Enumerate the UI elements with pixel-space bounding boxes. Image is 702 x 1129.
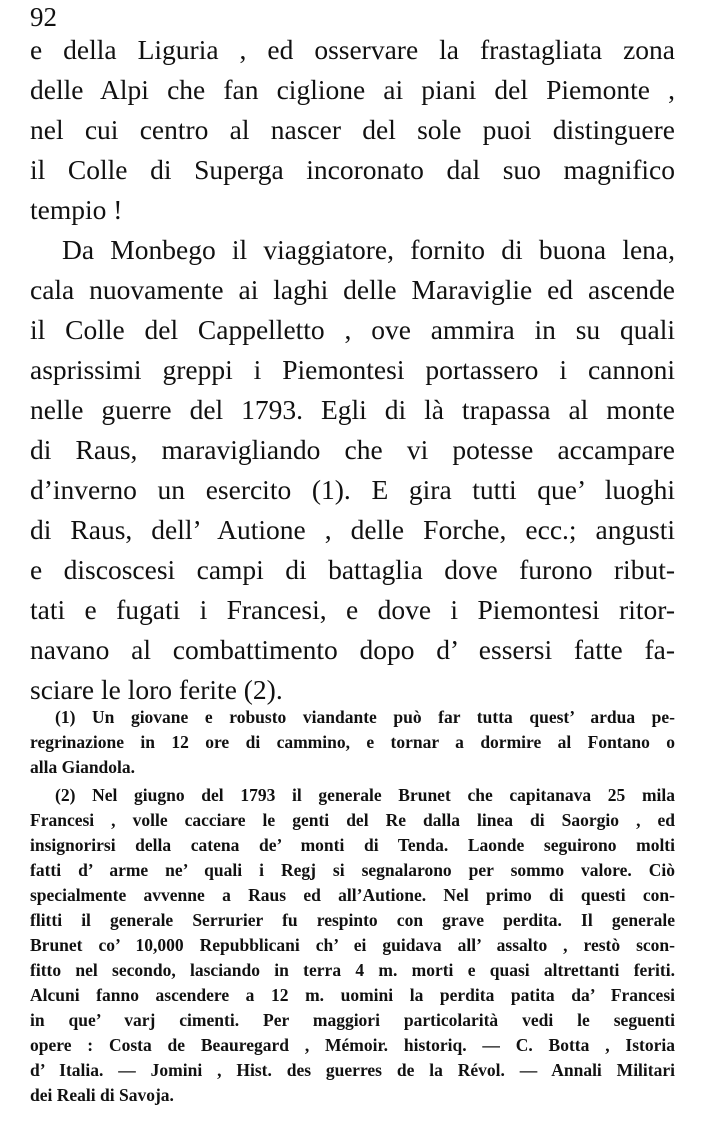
text-line: sciare le loro ferite (2). <box>30 674 283 705</box>
footnote-line: dei Reali di Savoja. <box>30 1085 174 1105</box>
footnote-line: opere : Costa de Beauregard , Mémoir. historiq. — C. Botta , Istoria <box>30 1035 675 1055</box>
footnote-line: Francesi , volle cacciare le genti del Re dalla linea di Saorgio , ed <box>30 810 675 830</box>
text-line: e della Liguria , ed osservare la frastagliata zona <box>30 34 675 65</box>
text-line: nelle guerre del 1793. Egli di là trapassa al monte <box>30 394 675 425</box>
text-line: il Colle del Cappelletto , ove ammira in su quali <box>30 314 675 345</box>
footnote-line: insignorirsi della catena de’ monti di Tenda. Laonde seguirono molti <box>30 835 675 855</box>
text-line: e discoscesi campi di battaglia dove furono ribut- <box>30 554 675 585</box>
text-line: il Colle di Superga incoronato dal suo magnifico <box>30 154 675 185</box>
footnote-line: fatti d’ arme ne’ quali i Regj si segnalarono per sommo valore. Ciò <box>30 860 675 880</box>
footnote-line: d’ Italia. — Jomini , Hist. des guerres de la Révol. — Annali Militari <box>30 1060 675 1080</box>
footnote-line: (1) Un giovane e robusto viandante può far tutta quest’ ardua pe- <box>55 707 675 727</box>
footnote-2 <box>30 783 675 1108</box>
footnotes <box>30 705 675 1108</box>
footnote-line: (2) Nel giugno del 1793 il generale Brunet che capitanava 25 mila <box>55 785 675 805</box>
page-number: 92 <box>30 2 57 32</box>
text-line: delle Alpi che fan ciglione ai piani del Piemonte , <box>30 74 675 105</box>
text-line: asprissimi greppi i Piemontesi portassero i cannoni <box>30 354 675 385</box>
footnote-line: in que’ varj cimenti. Per maggiori particolarità vedi le seguenti <box>30 1010 675 1030</box>
footnote-line: flitti il generale Serrurier fu respinto con grave perdita. Il generale <box>30 910 675 930</box>
footnote-line: regrinazione in 12 ore di cammino, e tornar a dormire al Fontano o <box>30 732 675 752</box>
main-text <box>30 30 675 710</box>
text-line: navano al combattimento dopo d’ essersi fatte fa- <box>30 634 675 665</box>
text-line: di Raus, maravigliando che vi potesse accampare <box>30 434 675 465</box>
text-line: nel cui centro al nascer del sole puoi distinguere <box>30 114 675 145</box>
footnote-line: specialmente avvenne a Raus ed all’Autione. Nel primo di questi con- <box>30 885 675 905</box>
text-line: d’inverno un esercito (1). E gira tutti que’ luoghi <box>30 474 675 505</box>
footnote-line: Brunet co’ 10,000 Repubblicani ch’ ei guidava all’ assalto , restò scon- <box>30 935 675 955</box>
footnote-1 <box>30 705 675 780</box>
text-line: Da Monbego il viaggiatore, fornito di buona lena, <box>62 234 675 265</box>
footnote-line: Alcuni fanno ascendere a 12 m. uomini la perdita patita da’ Francesi <box>30 985 675 1005</box>
text-line: tempio ! <box>30 194 123 225</box>
text-line: di Raus, dell’ Autione , delle Forche, ecc.; angusti <box>30 514 675 545</box>
text-line: tati e fugati i Francesi, e dove i Piemontesi ritor- <box>30 594 675 625</box>
footnote-line: fitto nel secondo, lasciando in terra 4 m. morti e quasi altrettanti feriti. <box>30 960 675 980</box>
footnote-line: alla Giandola. <box>30 757 136 777</box>
text-line: cala nuovamente ai laghi delle Maraviglie ed ascende <box>30 274 675 305</box>
